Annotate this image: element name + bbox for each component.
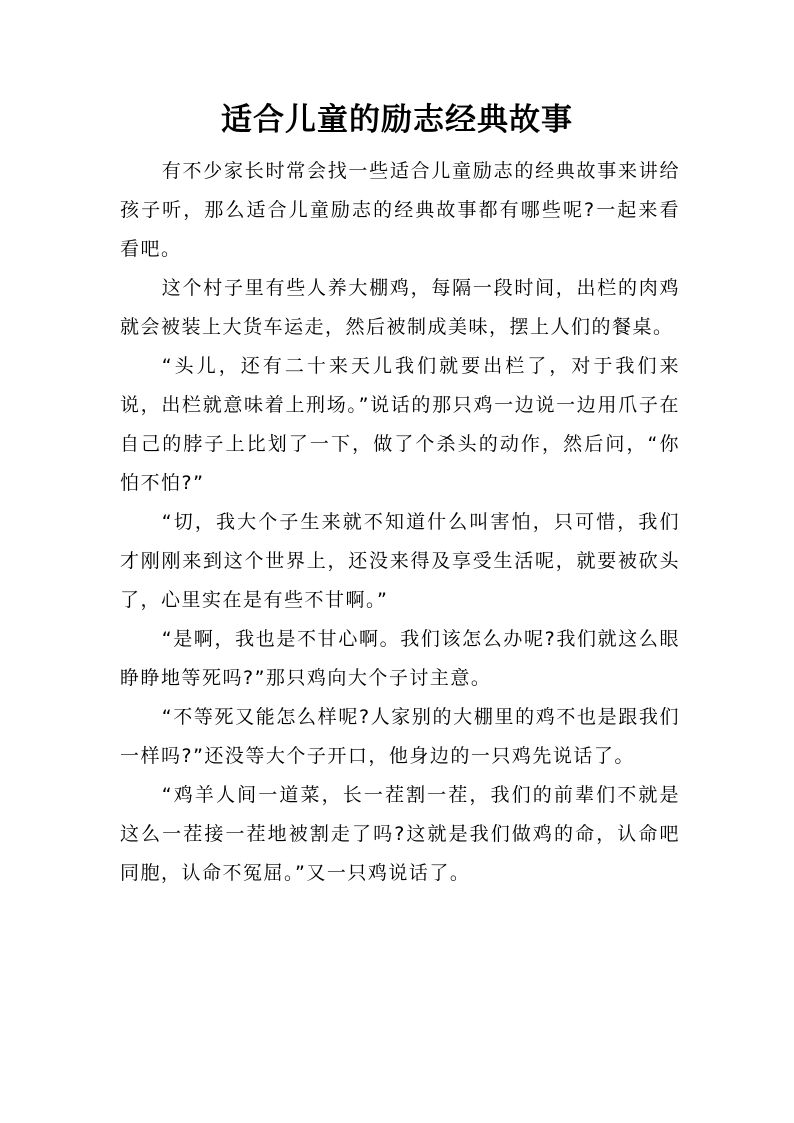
document-title: 适合儿童的励志经典故事	[221, 102, 573, 138]
paragraph: 这个村子里有些人养大棚鸡，每隔一段时间，出栏的肉鸡就会被装上大货车运走，然后被制成美味，摆上人们的餐桌。	[120, 277, 680, 338]
paragraph: “切，我大个子生来就不知道什么叫害怕，只可惜，我们才刚刚来到这个世界上，还没来得及享受生活呢，就要被砍头了，心里实在是有些不甘啊。”	[120, 511, 680, 611]
paragraph: 有不少家长时常会找一些适合儿童励志的经典故事来讲给孩子听，那么适合儿童励志的经典故事都有哪些呢?一起来看看吧。	[120, 160, 680, 260]
paragraph: “鸡羊人间一道菜，长一茬割一茬，我们的前辈们不就是这么一茬接一茬地被割走了吗?这就是我们做鸡的命，认命吧同胞，认命不冤屈。”又一只鸡说话了。	[120, 784, 680, 884]
paragraph: “不等死又能怎么样呢?人家别的大棚里的鸡不也是跟我们一样吗?”还没等大个子开口，他身边的一只鸡先说话了。	[120, 706, 680, 767]
paragraph: “头儿，还有二十来天儿我们就要出栏了，对于我们来说，出栏就意味着上刑场。”说话的那只鸡一边说一边用爪子在自己的脖子上比划了一下，做了个杀头的动作，然后问，“你怕不怕?”	[120, 355, 680, 494]
paragraph: “是啊，我也是不甘心啊。我们该怎么办呢?我们就这么眼睁睁地等死吗?”那只鸡向大个子讨主意。	[120, 628, 680, 689]
document-body	[120, 152, 680, 893]
